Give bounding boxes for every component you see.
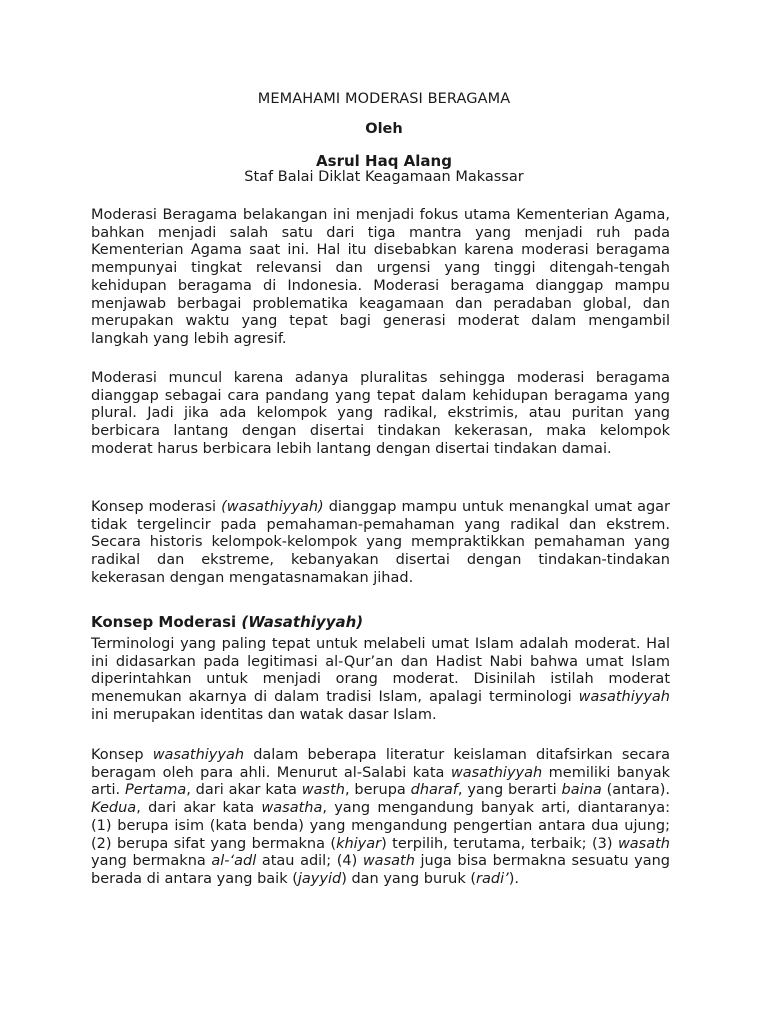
italic-term: wasathiyyah — [578, 689, 670, 706]
italic-term: baina — [561, 782, 602, 799]
text-run: yang bermakna — [91, 853, 212, 870]
paragraph-2 — [91, 370, 670, 459]
text-run: Konsep moderasi — [91, 499, 222, 515]
italic-term: wasath — [362, 853, 415, 870]
text-run: Moderasi muncul karena adanya pluralitas sehingga moderasi beragama dianggap sebagai cara pandang yang tepat dalam kehidupan beragama yang plural. Jadi jika ada kelompok yang radikal, ekstrimis, atau puritan yang berbicara lantang dengan disertai tindakan kekerasan, maka kelompok moderat harus berbicara lebih lantang dengan disertai tindakan damai. — [91, 370, 670, 457]
italic-term: al-‘adl — [211, 853, 257, 870]
paragraph-5 — [91, 747, 670, 889]
text-run: ) terpilih, terutama, terbaik; (3) — [381, 835, 618, 852]
text-run: , dari akar kata — [186, 782, 302, 799]
section-heading-text: Konsep Moderasi — [91, 613, 237, 631]
text-run: memiliki banyak arti. — [91, 764, 670, 799]
text-run: , yang berarti — [457, 782, 562, 799]
italic-term: (wasathiyyah) — [221, 499, 324, 515]
italic-term: wasathiyyah — [450, 764, 543, 781]
italic-term: wasath — [617, 835, 670, 852]
italic-term: radi’ — [476, 870, 509, 887]
text-run: dianggap mampu untuk menangkal umat agar tidak tergelincir pada pemahaman-pemahaman yang radikal dan ekstrem. Secara historis kelompok-kelompok yang mempraktikkan pemahaman yang radikal dan ekstreme, kebanyakan disertai dengan tindakan-tindakan kekerasan dengan mengatasnamakan jihad. — [91, 499, 670, 586]
by-label: Oleh — [365, 121, 403, 137]
text-run: dalam beberapa literatur keislaman ditafsirkan secara beragam oleh para ahli. Menurut al-Salabi kata — [91, 747, 671, 781]
italic-term: wasatha — [261, 800, 323, 817]
author-affiliation: Staf Balai Diklat Keagamaan Makassar — [244, 169, 524, 185]
text-run: (antara). — [601, 782, 670, 799]
text-run: Terminologi yang paling tepat untuk melabeli umat Islam adalah moderat. Hal ini didasarkan pada legitimasi al-Qur’an dan Hadist Nabi bahwa umat Islam diperintahkan untuk menjadi orang moderat. Disinilah istilah moderat menemukan akarnya di dalam tradisi Islam, apalagi terminologi — [91, 636, 670, 706]
text-run: juga bisa bermakna sesuatu yang berada di antara yang baik ( — [91, 853, 670, 887]
text-run: , dari akar kata — [136, 800, 262, 817]
italic-term: dharaf — [410, 782, 458, 799]
document-title: MEMAHAMI MODERASI BERAGAMA — [257, 91, 511, 107]
italic-term: khiyar — [336, 835, 382, 852]
text-run: Konsep — [91, 747, 153, 763]
text-run: , berupa — [344, 782, 411, 799]
italic-term: wasth — [301, 782, 345, 799]
text-run: ini merupakan identitas dan watak dasar Islam. — [91, 706, 437, 723]
section-heading-term: (Wasathiyyah) — [241, 613, 364, 631]
author-name: Asrul Haq Alang — [316, 152, 452, 170]
text-run: atau adil; (4) — [256, 853, 363, 870]
text-run: Moderasi Beragama belakangan ini menjadi fokus utama Kementerian Agama, bahkan menjadi salah satu dari tiga mantra yang menjadi ruh pada Kementerian Agama saat ini. Hal itu disebabkan karena moderasi beragama mempunyai tingkat relevansi dan urgensi yang tinggi ditengah-tengah kehidupan beragama di Indonesia. Moderasi beragama dianggap mampu menjawab berbagai problematika keagamaan dan peradaban global, dan merupakan waktu yang tepat bagi generasi moderat dalam mengambil langkah yang lebih agresif. — [91, 207, 670, 347]
paragraph-3 — [91, 499, 670, 588]
italic-term: wasathiyyah — [152, 747, 245, 763]
text-run: ) dan yang buruk ( — [341, 870, 477, 887]
text-run: ). — [508, 870, 520, 887]
paragraph-4 — [91, 636, 670, 725]
italic-term: Pertama — [125, 782, 187, 799]
section-heading — [91, 613, 363, 631]
italic-term: Kedua — [91, 800, 137, 817]
text-run: , yang mengandung banyak arti, diantaranya: (1) berupa isim (kata benda) yang mengandung pengertian antara dua ujung; (2) berupa sifat yang bermakna ( — [91, 800, 670, 852]
paragraph-1 — [91, 207, 670, 349]
italic-term: jayyid — [297, 870, 342, 887]
